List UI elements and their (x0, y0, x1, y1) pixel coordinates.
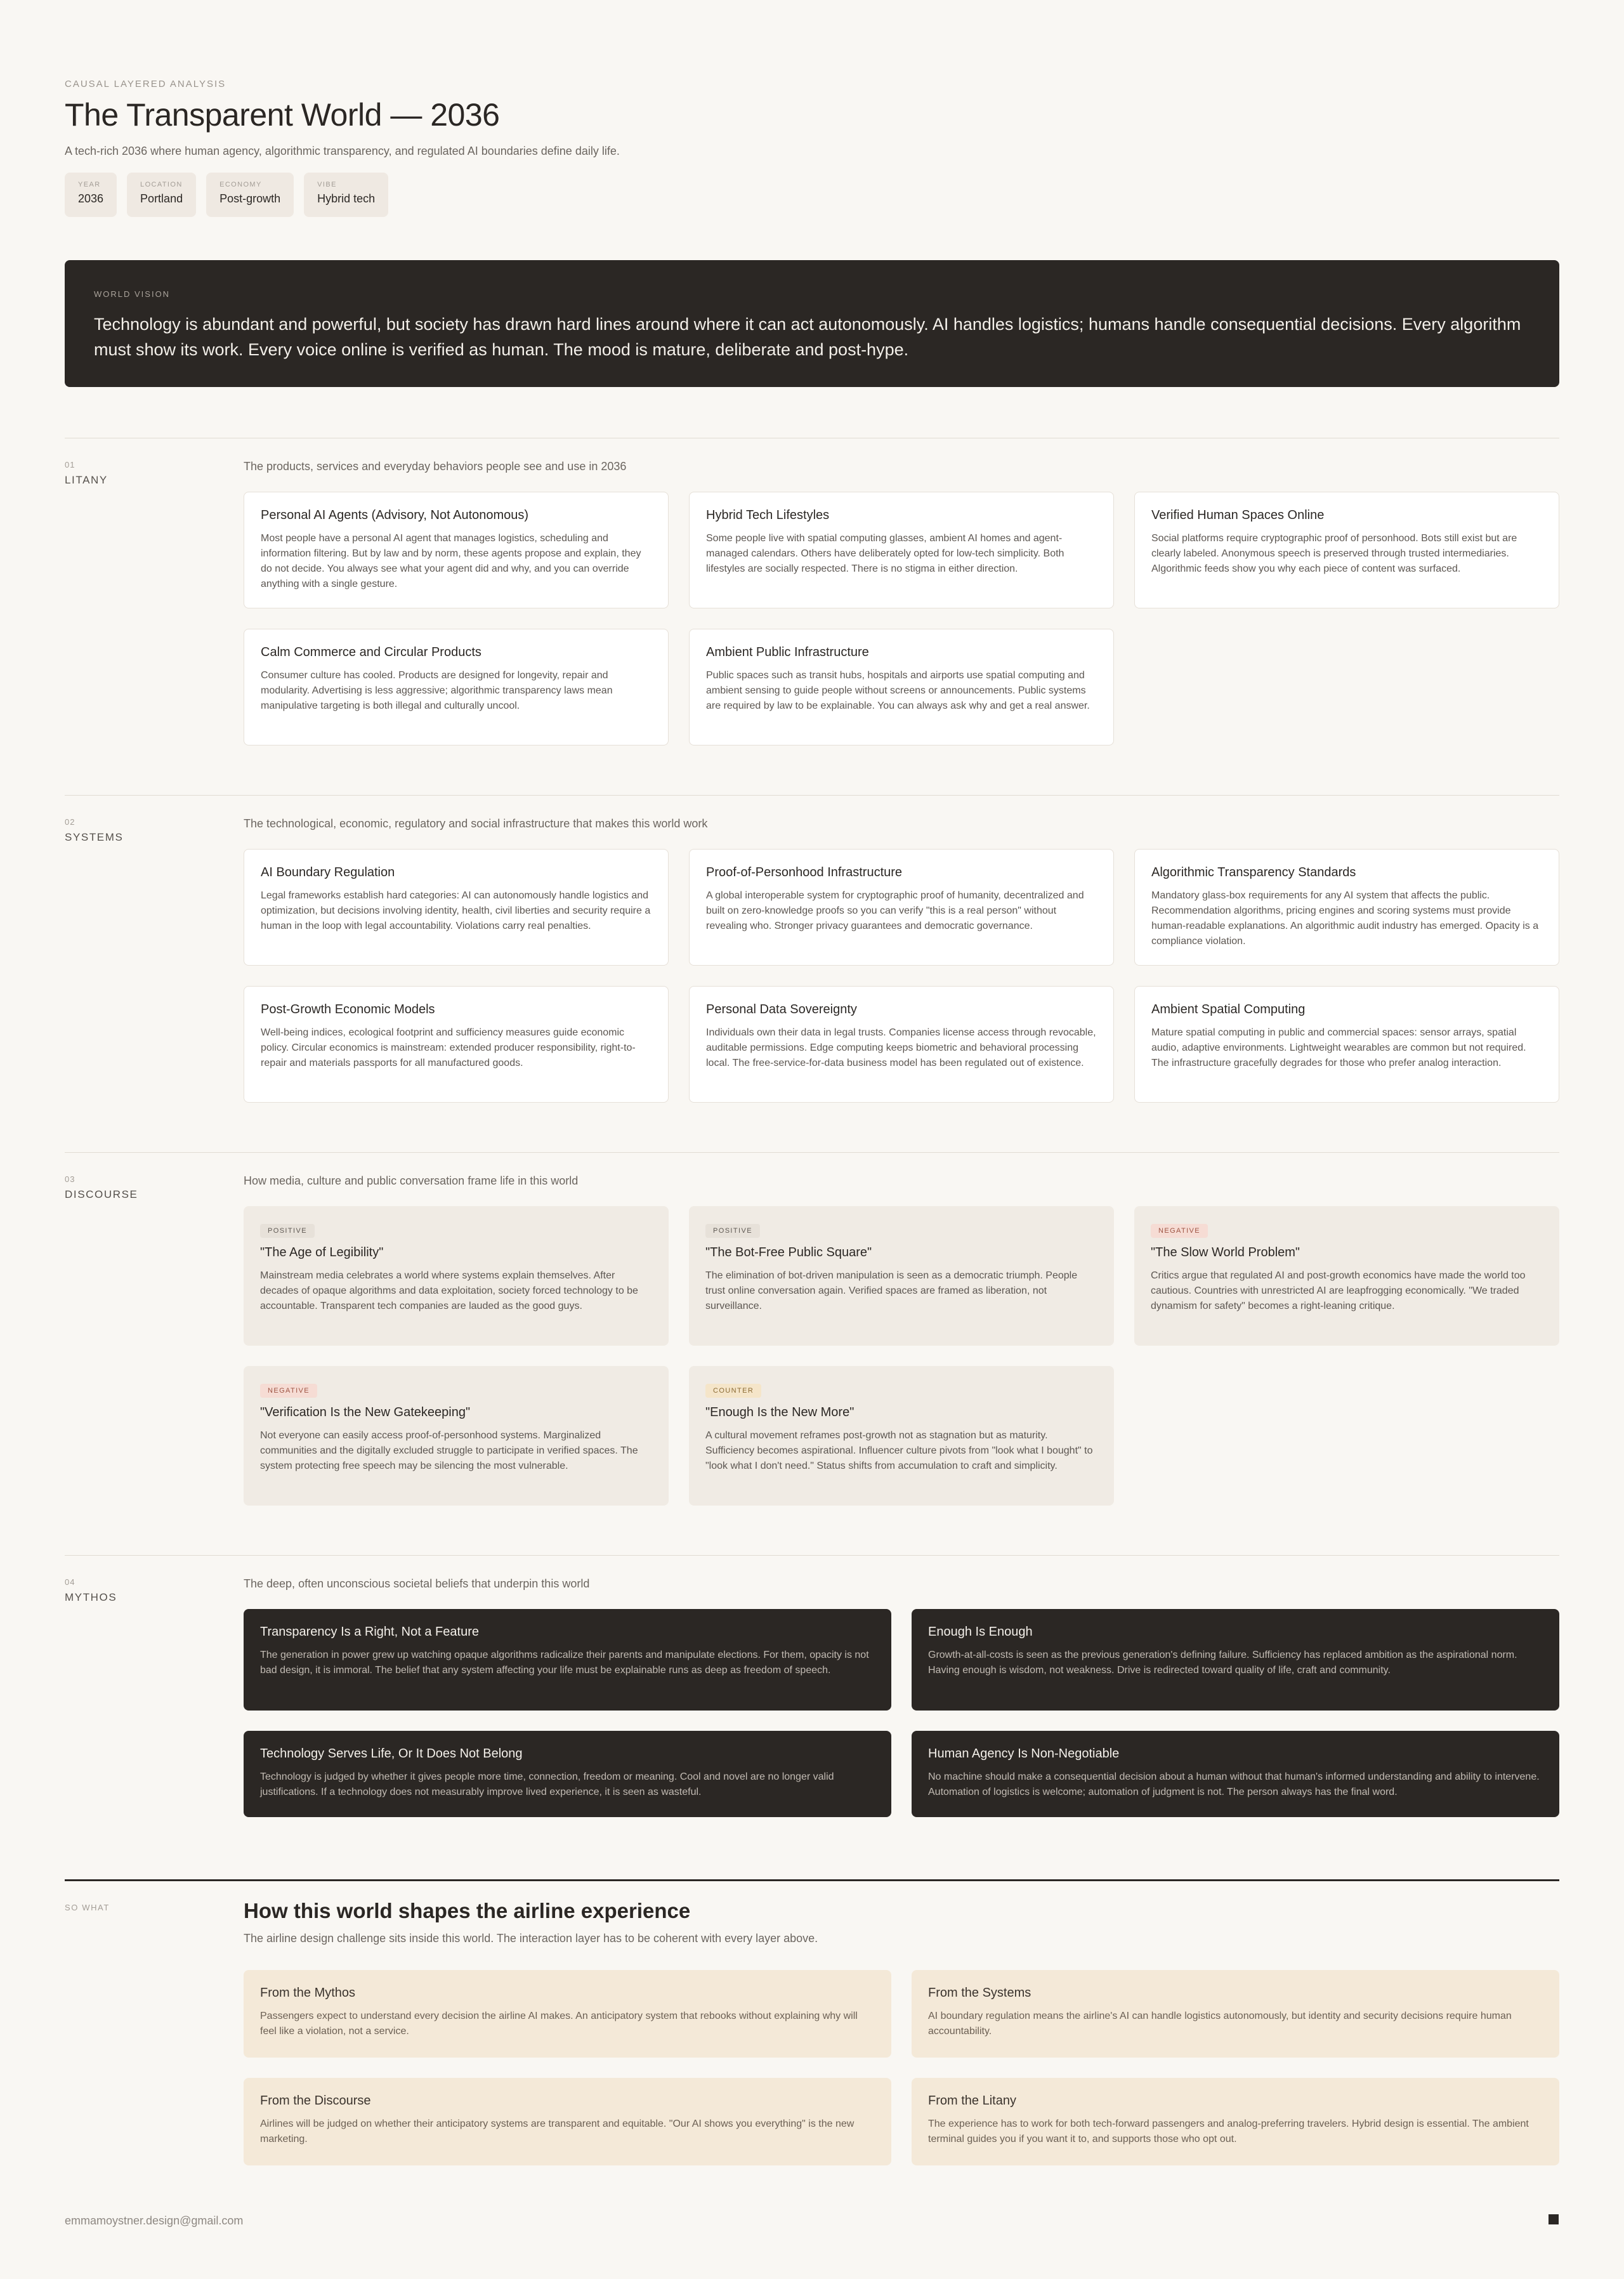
systems-card (689, 986, 1114, 1103)
chip-value: 2036 (78, 192, 104, 205)
vision-label: WORLD VISION (94, 289, 171, 299)
section-so-what (65, 1879, 1559, 2144)
discourse-card (244, 1366, 669, 1506)
systems-grid (244, 849, 1559, 1103)
tone-badge: POSITIVE (260, 1224, 315, 1238)
implication-card (244, 1970, 891, 2058)
chip-label: YEAR (78, 181, 101, 188)
card-text: Mandatory glass-box requirements for any AI system that affects the public. Recommendation algorithms, pricing engines and scoring systems must provide human-readable explanations. An algorithmic audit industry has emerged. Opacity is a compliance violation. (1151, 890, 1539, 947)
card-title: Verified Human Spaces Online (1151, 508, 1325, 522)
card-title: From the Mythos (260, 1986, 356, 2000)
discourse-grid (244, 1206, 1559, 1506)
systems-card (1134, 986, 1559, 1103)
card-title: Hybrid Tech Lifestyles (706, 508, 830, 522)
implication-card (912, 1970, 1559, 2058)
section-number: 03 (65, 1174, 75, 1184)
card-text: Individuals own their data in legal trusts. Companies license access through revocable, auditable permissions. Edge computing keeps biometric and behavioral processing local. The free-service-for-data business model has been regulated out of existence. (706, 1027, 1096, 1068)
vision-text: Technology is abundant and powerful, but society has drawn hard lines around where it can act autonomously. AI handles logistics; humans handle consequential decisions. Every algorithm must show its work. Every voice online is verified as human. The mood is mature, deliberate and post-hype. (94, 315, 1521, 359)
litany-card (1134, 492, 1559, 608)
litany-grid (244, 492, 1559, 745)
card-text: Public spaces such as transit hubs, hospitals and airports use spatial computing and ambient sensing to guide people without screens or announcements. Public systems are required by law to be explainable. You can always ask why and get a real answer. (706, 670, 1090, 711)
card-text: Passengers expect to understand every decision the airline AI makes. An anticipatory system that rebooks without explaining why will feel like a violation, not a service. (260, 2011, 858, 2037)
section-name: LITANY (65, 474, 108, 486)
chip-label: LOCATION (140, 181, 183, 188)
systems-card (244, 849, 669, 966)
card-title: Proof-of-Personhood Infrastructure (706, 865, 903, 879)
so-what-grid (244, 1970, 1559, 2165)
footer-email-link[interactable]: emmamoystner.design@gmail.com (65, 2214, 244, 2227)
discourse-card (244, 1206, 669, 1346)
card-text: Legal frameworks establish hard categories: AI can autonomously handle logistics and optimization, but decisions involving identity, health, civil liberties and security require a human in the loop with legal accountability. Violations carry real penalties. (261, 890, 651, 931)
card-text: Social platforms require cryptographic proof of personhood. Bots still exist but are clearly labeled. Anonymous speech is preserved through trusted intermediaries. Algorithmic feeds show you why each piece of content was surfaced. (1151, 533, 1517, 574)
card-text: A global interoperable system for cryptographic proof of humanity, decentralized and built on zero-knowledge proofs so you can verify "this is a real person" without revealing who. Stronger privacy guarantees and democratic governance. (706, 890, 1084, 931)
chip-economy (206, 173, 294, 217)
chip-value: Hybrid tech (317, 192, 376, 205)
card-title: From the Discourse (260, 2094, 371, 2108)
card-text: Critics argue that regulated AI and post-growth economics have made the world too cautious. Countries with unrestricted AI are leapfrogging economically. "We traded dynamism for safety" becomes a right-leaning critique. (1151, 1270, 1526, 1311)
section-intro: The technological, economic, regulatory and social infrastructure that makes this world work (244, 817, 708, 830)
meta-chips (65, 173, 388, 217)
discourse-card (1134, 1206, 1559, 1346)
card-text: A cultural movement reframes post-growth not as stagnation but as maturity. Sufficiency becomes aspirational. Influencer culture pivots from "look what I bought" to "look what I don't need." Status shifts from accumulation to craft and simplicity. (705, 1430, 1093, 1471)
so-what-subtitle: The airline design challenge sits inside this world. The interaction layer has to be coherent with every layer above. (244, 1932, 818, 1945)
card-text: Some people live with spatial computing glasses, ambient AI homes and agent-managed calendars. Others have deliberately opted for low-tech simplicity. Both lifestyles are socially respected. There is no stigma in either direction. (706, 533, 1064, 574)
section-intro: The products, services and everyday behaviors people see and use in 2036 (244, 460, 627, 473)
chip-value: Post-growth (219, 192, 281, 205)
card-title: Ambient Spatial Computing (1151, 1002, 1306, 1016)
card-title: AI Boundary Regulation (261, 865, 395, 879)
mythos-card (244, 1731, 891, 1817)
chip-value: Portland (140, 192, 183, 205)
card-text: The elimination of bot-driven manipulation is seen as a democratic triumph. People trust online conversation again. Verified spaces are framed as liberation, not surveillance. (705, 1270, 1078, 1311)
card-text: Mature spatial computing in public and commercial spaces: sensor arrays, spatial audio, adaptive environments. Lightweight wearables are common but not required. The infrastructure gracefully degrades for those who prefer analog interaction. (1151, 1027, 1526, 1068)
tone-badge: NEGATIVE (1151, 1224, 1208, 1238)
mythos-card (244, 1609, 891, 1711)
card-title: "The Age of Legibility" (260, 1245, 384, 1259)
section-intro: How media, culture and public conversation frame life in this world (244, 1174, 579, 1187)
implication-card (912, 2078, 1559, 2165)
section-discourse (65, 1152, 1559, 1471)
card-title: Calm Commerce and Circular Products (261, 645, 481, 659)
litany-card (689, 629, 1114, 745)
discourse-card (689, 1366, 1114, 1506)
discourse-card (689, 1206, 1114, 1346)
square-mark-icon (1549, 2214, 1559, 2224)
card-text: Consumer culture has cooled. Products are designed for longevity, repair and modularity. Advertising is less aggressive; algorithmic transparency laws mean manipulative targeting is both illegal and culturally uncool. (261, 670, 613, 711)
mythos-card (912, 1609, 1559, 1711)
card-title: From the Litany (928, 2094, 1016, 2108)
card-text: The experience has to work for both tech-forward passengers and analog-preferring travelers. Hybrid design is essential. The ambient terminal guides you if you want it to, and supports those who opt out. (928, 2118, 1529, 2144)
section-systems (65, 795, 1559, 1068)
card-title: Human Agency Is Non-Negotiable (928, 1747, 1120, 1761)
mythos-card (912, 1731, 1559, 1817)
chip-label: ECONOMY (219, 181, 262, 188)
card-title: Algorithmic Transparency Standards (1151, 865, 1356, 879)
card-title: Ambient Public Infrastructure (706, 645, 869, 659)
systems-card (1134, 849, 1559, 966)
systems-card (689, 849, 1114, 966)
systems-card (244, 986, 669, 1103)
mythos-grid (244, 1609, 1559, 1817)
tone-badge: POSITIVE (705, 1224, 760, 1238)
card-text: No machine should make a consequential decision about a human without that human's informed understanding and ability to intervene. Automation of logistics is welcome; automation of judgment is not. The person always has the final word. (928, 1771, 1540, 1797)
chip-year (65, 173, 117, 217)
card-title: "The Slow World Problem" (1151, 1245, 1300, 1259)
section-number: 04 (65, 1577, 75, 1587)
section-name: MYTHOS (65, 1591, 117, 1603)
card-text: Most people have a personal AI agent that manages logistics, scheduling and information filtering. But by law and by norm, these agents propose and explain, they do not decide. You always see what your agent did and why, and you can override anything with a single gesture. (261, 533, 641, 589)
section-number: 01 (65, 460, 75, 470)
card-title: Post-Growth Economic Models (261, 1002, 435, 1016)
section-number: 02 (65, 817, 75, 827)
card-title: From the Systems (928, 1986, 1031, 2000)
card-text: The generation in power grew up watching opaque algorithms radicalize their parents and manipulate elections. For them, opacity is not bad design, it is immoral. The belief that any system affecting your life must be explainable runs as deep as freedom of speech. (260, 1650, 869, 1676)
tone-badge: NEGATIVE (260, 1384, 317, 1398)
card-text: Growth-at-all-costs is seen as the previous generation's defining failure. Sufficiency has replaced ambition as the aspirational norm. Having enough is wisdom, not weakness. Drive is redirected toward quality of life, craft and community. (928, 1650, 1517, 1676)
tone-badge: COUNTER (705, 1384, 761, 1398)
card-text: AI boundary regulation means the airline's AI can handle logistics autonomously, but identity and security decisions require human accountability. (928, 2011, 1512, 2037)
implication-card (244, 2078, 891, 2165)
card-text: Mainstream media celebrates a world where systems explain themselves. After decades of opaque algorithms and data exploitation, society forced technology to be accountable. Transparent tech companies are lauded as the good guys. (260, 1270, 638, 1311)
section-name: SYSTEMS (65, 831, 124, 843)
litany-card (244, 492, 669, 608)
chip-location (127, 173, 196, 217)
section-name: DISCOURSE (65, 1188, 138, 1200)
card-title: Personal AI Agents (Advisory, Not Autonomous) (261, 508, 529, 522)
card-text: Technology is judged by whether it gives people more time, connection, freedom or meaning. Cool and novel are no longer valid justifications. If a technology does not measurably improve lived experience, it is seen as wasteful. (260, 1771, 834, 1797)
so-what-title: How this world shapes the airline experience (244, 1899, 691, 1922)
litany-card (244, 629, 669, 745)
litany-card (689, 492, 1114, 608)
section-intro: The deep, often unconscious societal beliefs that underpin this world (244, 1577, 590, 1590)
card-title: Technology Serves Life, Or It Does Not Belong (260, 1747, 523, 1761)
page-title: The Transparent World — 2036 (65, 97, 500, 133)
section-mythos (65, 1555, 1559, 1797)
card-title: "Enough Is the New More" (705, 1405, 855, 1419)
card-text: Airlines will be judged on whether their anticipatory systems are transparent and equitable. "Our AI shows you everything" is the new marketing. (260, 2118, 855, 2144)
page-subtitle: A tech-rich 2036 where human agency, algorithmic transparency, and regulated AI boundaries define daily life. (65, 145, 620, 157)
card-title: Enough Is Enough (928, 1625, 1033, 1639)
card-title: "The Bot-Free Public Square" (705, 1245, 872, 1259)
card-title: Transparency Is a Right, Not a Feature (260, 1625, 479, 1639)
card-text: Well-being indices, ecological footprint and sufficiency measures guide economic policy. Circular economics is mainstream: extended producer responsibility, right-to-repair and materials passports for all manufactured goods. (261, 1027, 636, 1068)
card-title: Personal Data Sovereignty (706, 1002, 857, 1016)
so-what-label: SO WHAT (65, 1903, 110, 1912)
chip-vibe (304, 173, 388, 217)
card-text: Not everyone can easily access proof-of-personhood systems. Marginalized communities and the digitally excluded struggle to participate in verified spaces. The system protecting free speech may be silencing the most vulnerable. (260, 1430, 638, 1471)
card-title: "Verification Is the New Gatekeeping" (260, 1405, 471, 1419)
world-vision-panel (65, 260, 1559, 387)
eyebrow: CAUSAL LAYERED ANALYSIS (65, 79, 226, 89)
chip-label: VIBE (317, 181, 337, 188)
